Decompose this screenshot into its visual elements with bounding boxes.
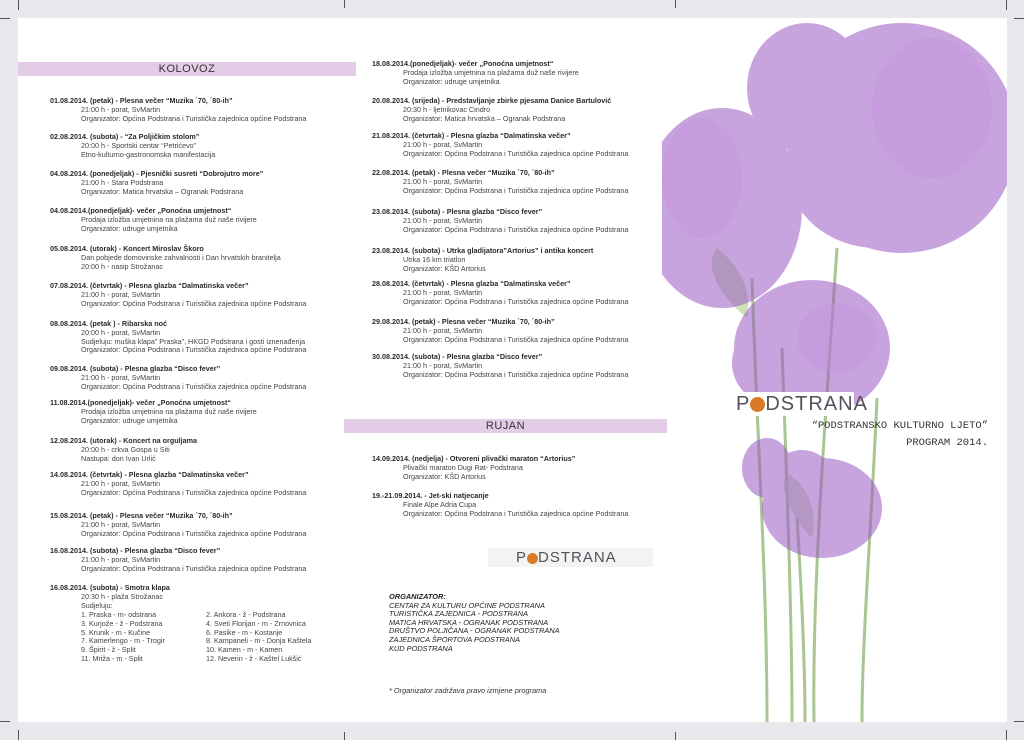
event-detail: Organizator: udruge umjetnika: [403, 76, 500, 86]
event-item: [372, 208, 628, 234]
organizer-item: CENTAR ZA KULTURU OPĆINE PODSTRANA: [389, 600, 545, 610]
crop-mark: [18, 730, 19, 740]
event-title: 23.08.2014. (subota) - Plesna glazba “Disco fever”: [372, 207, 543, 216]
event-detail: 21:00 h - porat, SvMartin: [403, 325, 483, 335]
event-item: [50, 437, 197, 463]
event-item: [372, 353, 628, 379]
organizer-item: DRUŠTVO POLJIČANA - OGRANAK PODSTRANA: [389, 626, 560, 636]
brochure-sheet: [18, 18, 1007, 722]
event-detail: 21:00 h - porat, SvMartin: [81, 104, 161, 114]
event-detail: Nastupa: don Ivan Urlić: [81, 453, 156, 463]
event-detail: Organizator: Općina Podstrana i Turistička zajednica općine Podstrana: [403, 296, 629, 306]
event-item: [372, 318, 628, 344]
crop-mark: [0, 721, 10, 722]
event-item: [50, 170, 263, 196]
podstrana-logo-large: [736, 392, 868, 416]
klapa-entry: 11. Mriža - m - Split: [81, 654, 143, 663]
event-detail: Organizator: Općina Podstrana i Turistička zajednica općine Podstrana: [81, 487, 307, 497]
organizer-item: MATICA HRVATSKA - OGRANAK PODSTRANA: [389, 617, 549, 627]
organizer-item: ZAJEDNICA ŠPORTOVA PODSTRANA: [389, 634, 521, 644]
event-item: [50, 471, 306, 497]
event-detail: 21:00 h - porat, SvMartin: [81, 289, 161, 299]
event-detail: 20:00 h - crkva Gospa u Siti: [81, 444, 170, 454]
organizer-item: KUD PODSTRANA: [389, 643, 453, 653]
cover-title-line2: PROGRAM 2014.: [906, 437, 988, 449]
section-banner-rujan: [344, 419, 667, 433]
event-detail: Prodaja izložba umjetnina na plažama duž naše rivijere: [81, 214, 257, 224]
fold-mark: [344, 732, 345, 740]
event-title: 14.09.2014. (nedjelja) - Otvoreni plivački maraton “Artorius”: [372, 454, 576, 463]
klapa-entry: 3. Kurjože - ž - Podstrana: [81, 618, 163, 628]
event-title: 12.08.2014. (utorak) - Koncert na orguljama: [50, 436, 197, 445]
event-item: [50, 245, 281, 271]
logo-letter-p: P: [736, 393, 751, 415]
event-item: [372, 247, 593, 273]
event-detail: Prodaja izložba umjetnina na plažama duž naše rivijere: [403, 67, 579, 77]
cover-title-line1: “PODSTRANSKO KULTURNO LJETO”: [811, 420, 988, 432]
event-detail: Etno-kulturno-gastronomska manifestacija: [81, 149, 216, 159]
event-title: 07.08.2014. (četvrtak) - Plesna glazba “Dalmatinska večer”: [50, 281, 249, 290]
event-detail: Organizator: udruge umjetnika: [81, 415, 178, 425]
event-item: [50, 399, 257, 425]
logo-text-rest: DSTRANA: [538, 549, 617, 566]
event-title: 08.08.2014. (petak ) - Ribarska noć: [50, 319, 168, 328]
event-detail: Sudjeluju: muška klapa” Praska”, HKGD Podstrana i gosti iznenađenja: [81, 336, 306, 346]
event-title: 02.08.2014. (subota) - “Za Poljičkim stolom”: [50, 132, 200, 141]
event-detail: Organizator: Općina Podstrana i Turistička zajednica općine Podstrana: [403, 508, 629, 518]
event-detail: Prodaja izložba umjetnina na plažama duž naše rivijere: [81, 406, 257, 416]
event-item: [50, 320, 306, 355]
event-detail: 21:00 h - porat, SvMartin: [403, 139, 483, 149]
event-item: [372, 169, 628, 195]
event-title: 22.08.2014. (petak) - Plesna večer “Muzika ´70, ´80-ih”: [372, 168, 555, 177]
crop-mark: [1014, 18, 1024, 19]
event-detail: 21:00 h - porat, SvMartin: [81, 372, 161, 382]
klapa-entry: 7. Kamerlengo - m - Trogir: [81, 636, 165, 646]
klapa-entry: 5. Krunik - m - Kučine: [81, 627, 151, 637]
event-item: [50, 133, 215, 159]
event-title: 05.08.2014. (utorak) - Koncert Miroslav Škoro: [50, 244, 204, 253]
event-item: [50, 282, 306, 308]
crop-mark: [0, 18, 10, 19]
event-detail: Organizator: Općina Podstrana i Turistička zajednica općine Podstrana: [403, 369, 629, 379]
event-detail: Finale Alpe Adria Cupa: [403, 499, 477, 509]
klapa-entry: 1. Praska - m- odstrana: [81, 610, 157, 619]
logo-orange-o-icon: [750, 397, 765, 412]
organizers-block: [389, 593, 560, 653]
fold-mark: [675, 732, 676, 740]
event-item: [50, 512, 306, 538]
fold-mark: [675, 0, 676, 8]
event-item: [372, 280, 628, 306]
event-title: 14.08.2014. (četvrtak) - Plesna glazba “Dalmatinska večer”: [50, 470, 249, 479]
event-item: [50, 97, 306, 123]
event-detail: 21:00 h - porat, SvMartin: [81, 519, 161, 529]
event-detail: Organizator: Općina Podstrana i Turistička zajednica općine Podstrana: [403, 148, 629, 158]
event-title: 18.08.2014.(ponedjeljak)- večer „Ponoćna umjetnost“: [372, 59, 554, 68]
section-title-kolovoz: KOLOVOZ: [158, 63, 216, 75]
logo-text-rest: DSTRANA: [765, 393, 868, 415]
event-detail: Sudjeluju:: [81, 600, 113, 610]
event-detail: Utrka 16 km triatlon: [403, 254, 466, 264]
event-title: 11.08.2014.(ponedjeljak)- večer „Ponoćna umjetnost“: [50, 398, 231, 407]
event-detail: 20:00 h - Sportski centar “Petrićevo”: [81, 140, 197, 150]
event-item: [50, 207, 257, 233]
crop-mark: [1014, 721, 1024, 722]
event-detail: Plivački maraton Dugi Rat- Podstrana: [403, 462, 523, 472]
klapa-entry: 4. Sveti Florijan - m - Zrnovnica: [206, 618, 306, 628]
organizers-heading: ORGANIZATOR:: [389, 592, 446, 601]
event-title: 04.08.2014.(ponedjeljak)- večer „Ponoćna umjetnost“: [50, 206, 232, 215]
event-title: 21.08.2014. (četvrtak) - Plesna glazba “Dalmatinska večer”: [372, 131, 571, 140]
event-title: 23.08.2014. (subota) - Utrka gladijatora”Artorius” i antika koncert: [372, 246, 594, 255]
logo-orange-o-icon: [527, 553, 538, 564]
event-title: 29.08.2014. (petak) - Plesna večer “Muzika ´70, ´80-ih”: [372, 317, 555, 326]
event-detail: Organizator: Matica hrvatska – Ogranak Podstrana: [403, 113, 566, 123]
event-item: [50, 584, 170, 610]
event-title: 28.08.2014. (četvrtak) - Plesna glazba “Dalmatinska večer”: [372, 279, 571, 288]
section-title-rujan: RUJAN: [485, 420, 526, 432]
event-title: 19.-21.09.2014. - Jet-ski natjecanje: [372, 491, 489, 500]
klapa-entry: 10. Kamen - m - Kamen: [206, 645, 283, 655]
event-detail: 21:00 h - porat, SvMartin: [403, 215, 483, 225]
event-title: 16.08.2014. (subota) - Plesna glazba “Disco fever”: [50, 546, 221, 555]
event-title: 30.08.2014. (subota) - Plesna glazba “Disco fever”: [372, 352, 543, 361]
event-detail: 21:00 h - porat, SvMartin: [403, 360, 483, 370]
event-item: [50, 547, 306, 573]
event-detail: Organizator: Matica hrvatska – Ogranak Podstrana: [81, 186, 244, 196]
event-detail: 21:00 h - porat, SvMartin: [81, 478, 161, 488]
organizer-item: TURISTIČKA ZAJEDNICA - PODSTRANA: [389, 609, 529, 619]
event-title: 15.08.2014. (petak) - Plesna večer “Muzika ´70, ´80-ih”: [50, 511, 233, 520]
cover-title: [758, 418, 988, 452]
event-detail: 20:00 h - porat, SvMartin: [81, 327, 161, 337]
logo-letter-p: P: [516, 549, 528, 566]
event-item: [372, 455, 575, 481]
event-detail: Organizator: Općina Podstrana i Turistička zajednica općine Podstrana: [81, 345, 307, 355]
crop-mark: [1006, 0, 1007, 10]
event-detail: 21:00 h - Stara Podstrana: [81, 177, 164, 187]
event-detail: Organizator: Općina Podstrana i Turistička zajednica općine Podstrana: [403, 334, 629, 344]
klapa-entry: 9. Špirit - ž - Split: [81, 645, 136, 655]
event-detail: 20:30 h - ljetnikovac Cindro: [403, 104, 491, 114]
event-item: [372, 492, 628, 518]
event-detail: Dan pobjede domovinske zahvalnosti i Dan hrvatskih branitelja: [81, 252, 281, 262]
podstrana-logo-small: [488, 548, 653, 567]
event-detail: Organizator: Općina Podstrana i Turistička zajednica općine Podstrana: [81, 528, 307, 538]
event-item: [372, 60, 579, 86]
klapa-entry: 2. Ankora - ž - Podstrana: [206, 610, 286, 619]
event-detail: Organizator: Općina Podstrana i Turistička zajednica općine Podstrana: [403, 185, 629, 195]
event-title: 04.08.2014. (ponedjeljak) - Pjesnički susreti “Dobrojutro more”: [50, 169, 264, 178]
event-title: 16.08.2014. (subota) - Smotra klapa: [50, 583, 170, 592]
event-title: 20.08.2014. (srijeda) - Predstavljanje zbirke pjesama Danice Bartulović: [372, 96, 612, 105]
section-banner-kolovoz: [18, 62, 356, 76]
event-detail: 21:00 h - porat, SvMartin: [403, 287, 483, 297]
flower-petal-back: [747, 23, 867, 153]
crop-mark: [1006, 730, 1007, 740]
purple-flowers-illustration: [662, 18, 1007, 722]
event-detail: Organizator: Općina Podstrana i Turistička zajednica općine Podstrana: [81, 563, 307, 573]
klapa-entry: 12. Neverin - ž - Kaštel Lukšić: [206, 654, 302, 663]
change-disclaimer: * Organizator zadržava pravo izmjene programa: [389, 686, 547, 695]
event-detail: Organizator: Općina Podstrana i Turistička zajednica općine Podstrana: [81, 298, 307, 308]
event-detail: 21:00 h - porat, SvMartin: [403, 176, 483, 186]
event-detail: 20:00 h - nasip Strožanac: [81, 261, 163, 271]
event-detail: 21:00 h - porat, SvMartin: [81, 554, 161, 564]
event-title: 01.08.2014. (petak) - Plesna večer “Muzika ´70, ´80-ih”: [50, 96, 233, 105]
klapa-entry: 8. Kampaneli - m - Donja Kaštela: [206, 636, 312, 646]
klapa-entry: 6. Pasike - m - Kostanje: [206, 627, 283, 637]
event-detail: Organizator: Općina Podstrana i Turistička zajednica općine Podstrana: [81, 113, 307, 123]
event-detail: Organizator: KŠD Artorius: [403, 471, 486, 481]
fold-mark: [344, 0, 345, 8]
event-detail: 20:30 h - plaža Strožanac: [81, 591, 163, 601]
event-title: 09.08.2014. (subota) - Plesna glazba “Disco fever”: [50, 364, 221, 373]
event-item: [50, 365, 306, 391]
event-detail: Organizator: udruge umjetnika: [81, 223, 178, 233]
event-detail: Organizator: Općina Podstrana i Turistička zajednica općine Podstrana: [81, 381, 307, 391]
event-detail: Organizator: Općina Podstrana i Turistička zajednica općine Podstrana: [403, 224, 629, 234]
crop-mark: [18, 0, 19, 10]
event-detail: Organizator: KŠD Artorius: [403, 263, 486, 273]
event-item: [372, 97, 611, 123]
event-item: [372, 132, 628, 158]
